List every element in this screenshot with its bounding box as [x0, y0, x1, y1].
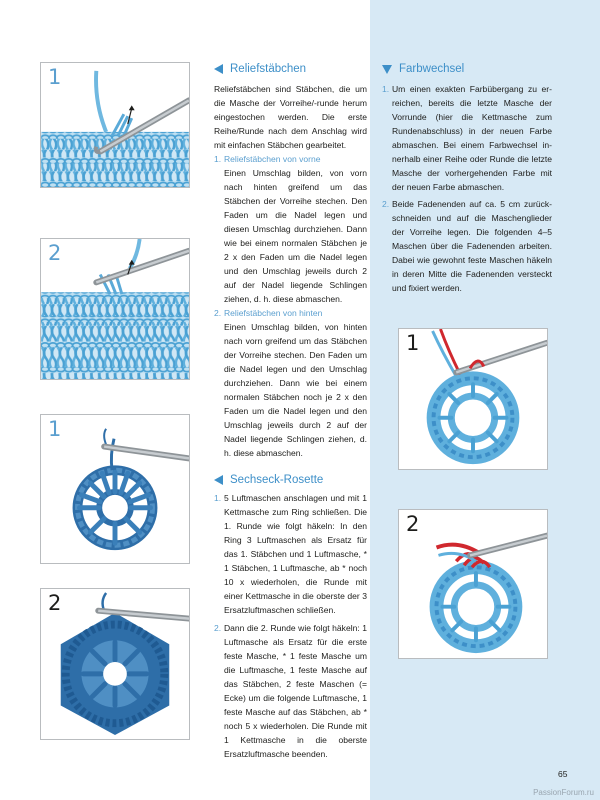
section-title: Reliefstäbchen	[230, 63, 307, 75]
section-title: Sechseck-Rosette	[230, 474, 324, 486]
figure-relief-back	[40, 238, 190, 380]
hexagon-rosette-body	[214, 491, 367, 761]
color-change-step-1: 1. Um einen exakten Farbübergang zu erreichen, bereits die letzte Masche der Vorrunde (hier die Kettmasche zum Rundenabschluss) in der neuen Farbe abmaschen. Bei einem Farbwechsel innerhalb einer Reihe oder Runde die letzte Masche der vorhergehenden Farbe mit der neuen Farbe abmaschen.	[382, 84, 552, 192]
relief-back-heading: 2. Reliefstäbchen von hinten	[214, 308, 323, 318]
relief-front-text: Einen Umschlag bilden, von vorn nach hinten greifend um das Stäbchen der Vorreihe stechen. Den Faden um die Nadel legen und diesen Umschlag durchziehen. Dann wie bei einem normalen Stäbchen je 2 x den Faden um die Nadel legen und den Umschlag jeweils durch 2 auf der Nadel liegende Schlingen ziehen, d. h. diese abmaschen.	[224, 168, 367, 304]
figure-relief-front	[40, 62, 190, 188]
triangle-down-icon	[382, 65, 392, 74]
watermark: PassionForum.ru	[533, 788, 594, 797]
page-number: 65	[558, 769, 568, 779]
relief-stitches-body	[214, 82, 367, 460]
triangle-left-icon	[214, 475, 223, 485]
figure-number: 2	[48, 591, 62, 615]
relief-front-illustration	[41, 63, 189, 187]
color-change-2-illustration	[399, 510, 547, 658]
figure-number: 2	[406, 512, 420, 536]
color-change-1-illustration	[399, 329, 547, 469]
rosette-step-2: 2. Dann die 2. Runde wie folgt häkeln: 1 Luftmasche als Ersatz für die erste feste Masche, * 1 feste Masche um die Luftmasche, 1 feste Masche auf das Stäbchen, 2 feste Maschen (= Ecke) um die folgende Luftmasche, 1 feste Masche auf das Stäbchen, ab * noch 5 x wiederholen. Die Runde mit 1 Kettmasche in die oberste Ersatzluftmasche beenden.	[214, 623, 367, 759]
rosette-step-1: 1. 5 Luftmaschen anschlagen und mit 1 Kettmasche zum Ring schließen. Die 1. Runde wie folgt häkeln: In den Ring 3 Luftmaschen als Ersatz für das 1. Stäbchen und 1 Luftmasche, * 1 Stäbchen, 1 Luftmasche, ab * noch 10 x wiederholen, die Runde mit einer Kettmasche in die oberste der 3 Ersatzluftmaschen schließen.	[214, 493, 367, 615]
relief-back-text: Einen Umschlag bilden, von hinten nach vorn greifend um das Stäbchen der Vorreihe stechen. Den Faden um die Nadel legen und den Umschlag durchziehen. Dann wie bei einem normalen Stäbchen noch je 2 x den Faden um die Nadel legen und den Umschlag jeweils durch 2 auf der Nadel liegende Schlingen ziehen, d. h. diese abmaschen.	[224, 322, 367, 458]
rosette-round-1-illustration	[41, 415, 189, 563]
figure-number: 1	[48, 65, 62, 89]
relief-intro: Reliefstäbchen sind Stäbchen, die um die Masche der Vorreihe/-runde herum eingestochen werden. Die erste Reihe/Runde nach dem Anschlag wird mit einfachen Stäbchen gearbeitet.	[214, 84, 367, 150]
figure-rosette-round-2	[40, 588, 190, 740]
heading-hexagon-rosette	[214, 474, 323, 486]
color-change-body	[382, 82, 552, 295]
figure-number: 2	[48, 241, 62, 265]
figure-number: 1	[48, 417, 62, 441]
figure-color-change-1	[398, 328, 548, 470]
relief-back-illustration	[41, 239, 189, 379]
figure-color-change-2	[398, 509, 548, 659]
heading-relief-stitches	[214, 63, 306, 75]
section-title: Farbwechsel	[399, 63, 465, 75]
color-change-step-2: 2. Beide Fadenenden auf ca. 5 cm zurückschneiden und auf die Maschenglieder der Vorreihe legen. Die folgenden 4–5 Maschen über die Fadenenden arbeiten. Dabei wie gewohnt feste Maschen häkeln in deren Mitte die Fadenenden versteckt und fixiert werden.	[382, 199, 552, 293]
heading-color-change	[382, 63, 464, 75]
figure-number: 1	[406, 331, 420, 355]
relief-front-heading: 1. Reliefstäbchen von vorne	[214, 154, 321, 164]
rosette-round-2-illustration	[41, 589, 189, 739]
triangle-left-icon	[214, 64, 223, 74]
figure-rosette-round-1	[40, 414, 190, 564]
